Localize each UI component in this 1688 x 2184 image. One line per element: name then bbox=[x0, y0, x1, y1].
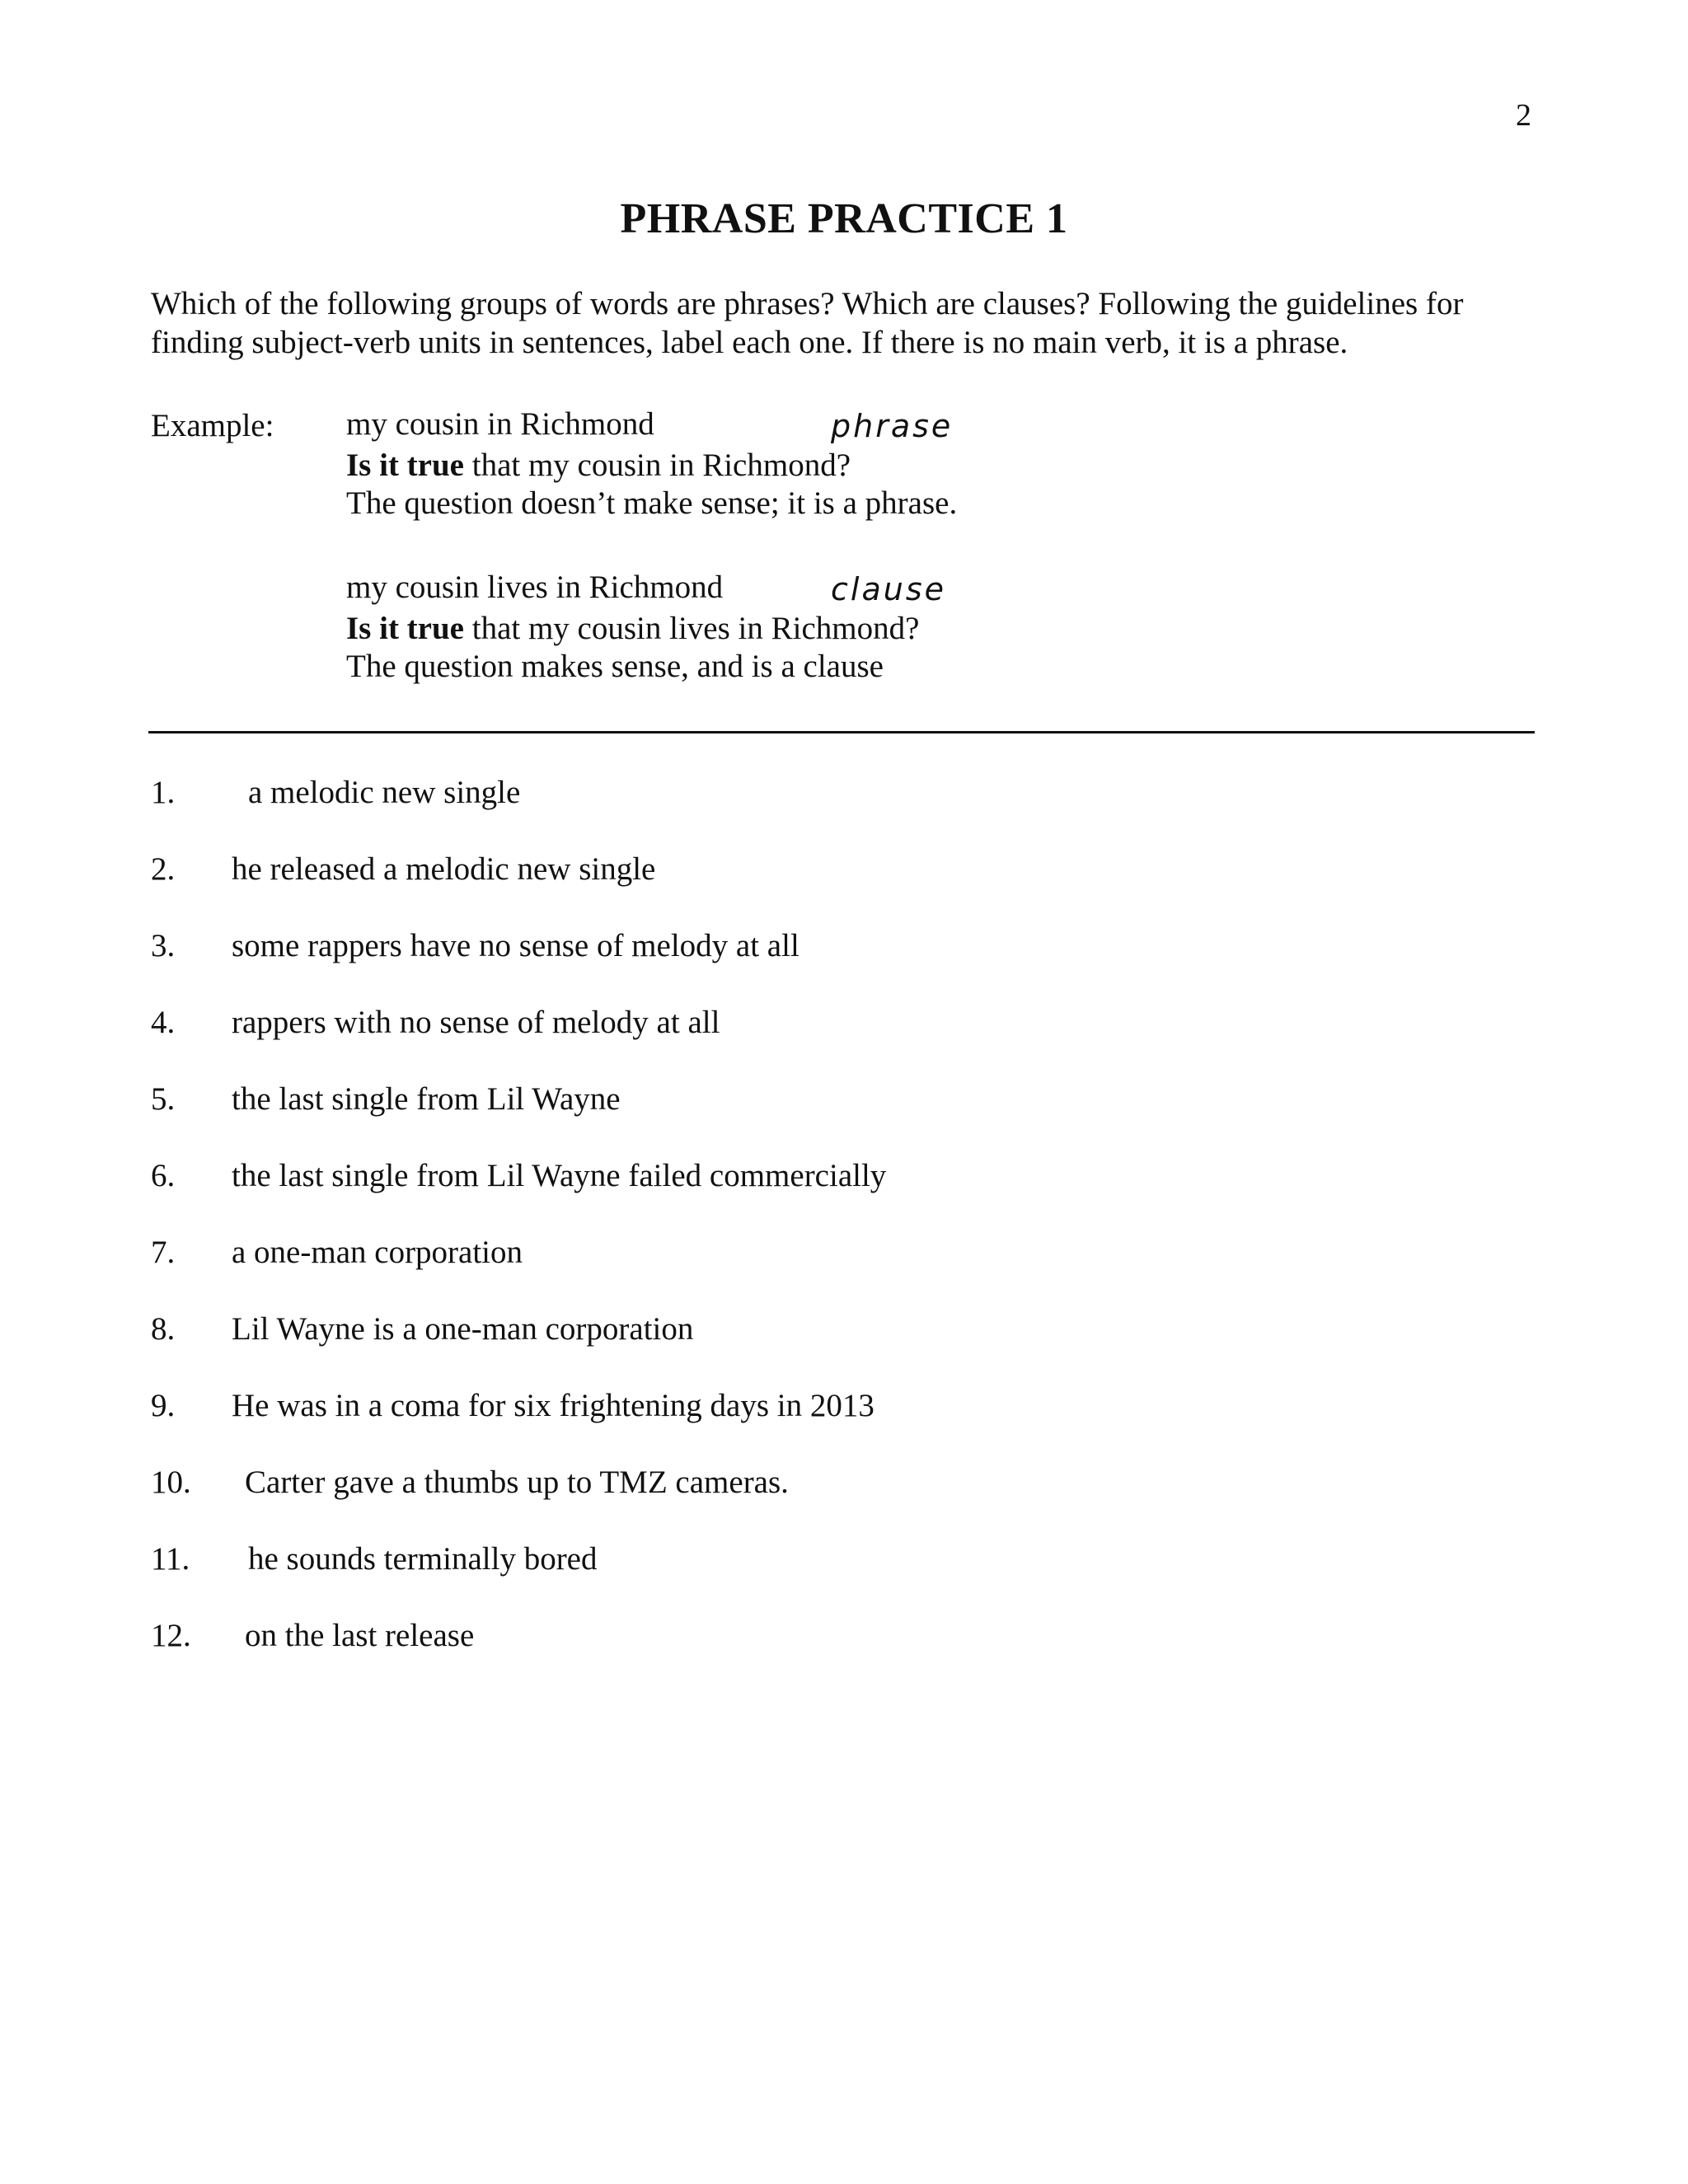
example-phrase bbox=[346, 402, 957, 523]
item-text: Carter gave a thumbs up to TMZ cameras. bbox=[245, 1465, 789, 1500]
example-words-text: my cousin in Richmond bbox=[346, 406, 654, 442]
example-label: Example: bbox=[151, 408, 274, 443]
test-question-text: that my cousin lives in Richmond? bbox=[463, 611, 920, 646]
example-words bbox=[346, 565, 946, 610]
item-number: 1. bbox=[151, 775, 176, 810]
item-text: a melodic new single bbox=[248, 775, 521, 810]
item-text: on the last release bbox=[245, 1618, 475, 1653]
test-bold-text: Is it true bbox=[346, 611, 464, 646]
item-number: 5. bbox=[151, 1081, 176, 1117]
item-text: some rappers have no sense of melody at all bbox=[232, 928, 799, 963]
example-explanation: The question doesn’t make sense; it is a phrase. bbox=[346, 485, 958, 521]
example-words-text: my cousin lives in Richmond bbox=[346, 569, 724, 605]
item-number: 11. bbox=[151, 1541, 190, 1577]
page-title: PHRASE PRACTICE 1 bbox=[620, 195, 1068, 242]
item-number: 4. bbox=[151, 1005, 176, 1040]
handwritten-answer: clause bbox=[831, 571, 946, 607]
example-words bbox=[346, 402, 957, 447]
item-text: he released a melodic new single bbox=[232, 851, 656, 887]
item-number: 6. bbox=[151, 1158, 176, 1193]
item-number: 3. bbox=[151, 928, 176, 963]
handwritten-answer: phrase bbox=[831, 408, 954, 444]
instructions-line: Which of the following groups of words are phrases? Which are clauses? Following the guidelines for bbox=[151, 286, 1464, 321]
item-text: he sounds terminally bored bbox=[248, 1541, 598, 1577]
item-text: Lil Wayne is a one-man corporation bbox=[232, 1311, 694, 1347]
item-number: 12. bbox=[151, 1618, 191, 1653]
item-number: 10. bbox=[151, 1465, 191, 1500]
item-number: 2. bbox=[151, 851, 176, 887]
item-text: He was in a coma for six frightening days in 2013 bbox=[232, 1388, 874, 1423]
instructions bbox=[151, 284, 1552, 362]
item-text: a one-man corporation bbox=[232, 1235, 523, 1270]
item-number: 7. bbox=[151, 1235, 176, 1270]
item-number: 8. bbox=[151, 1311, 176, 1347]
example-explanation: The question makes sense, and is a clause bbox=[346, 649, 884, 684]
test-question-text: that my cousin in Richmond? bbox=[463, 448, 851, 483]
example-clause bbox=[346, 565, 946, 686]
example-test-question bbox=[346, 447, 957, 485]
test-bold-text: Is it true bbox=[346, 448, 464, 483]
divider-rule bbox=[148, 731, 1535, 733]
item-text: rappers with no sense of melody at all bbox=[232, 1005, 720, 1040]
example-test-question bbox=[346, 610, 919, 648]
item-text: the last single from Lil Wayne bbox=[232, 1081, 621, 1117]
item-number: 9. bbox=[151, 1388, 176, 1423]
item-text: the last single from Lil Wayne failed commercially bbox=[232, 1158, 887, 1193]
instructions-line: finding subject-verb units in sentences, label each one. If there is no main verb, it is a phrase. bbox=[151, 325, 1348, 360]
page-number: 2 bbox=[1516, 98, 1531, 133]
